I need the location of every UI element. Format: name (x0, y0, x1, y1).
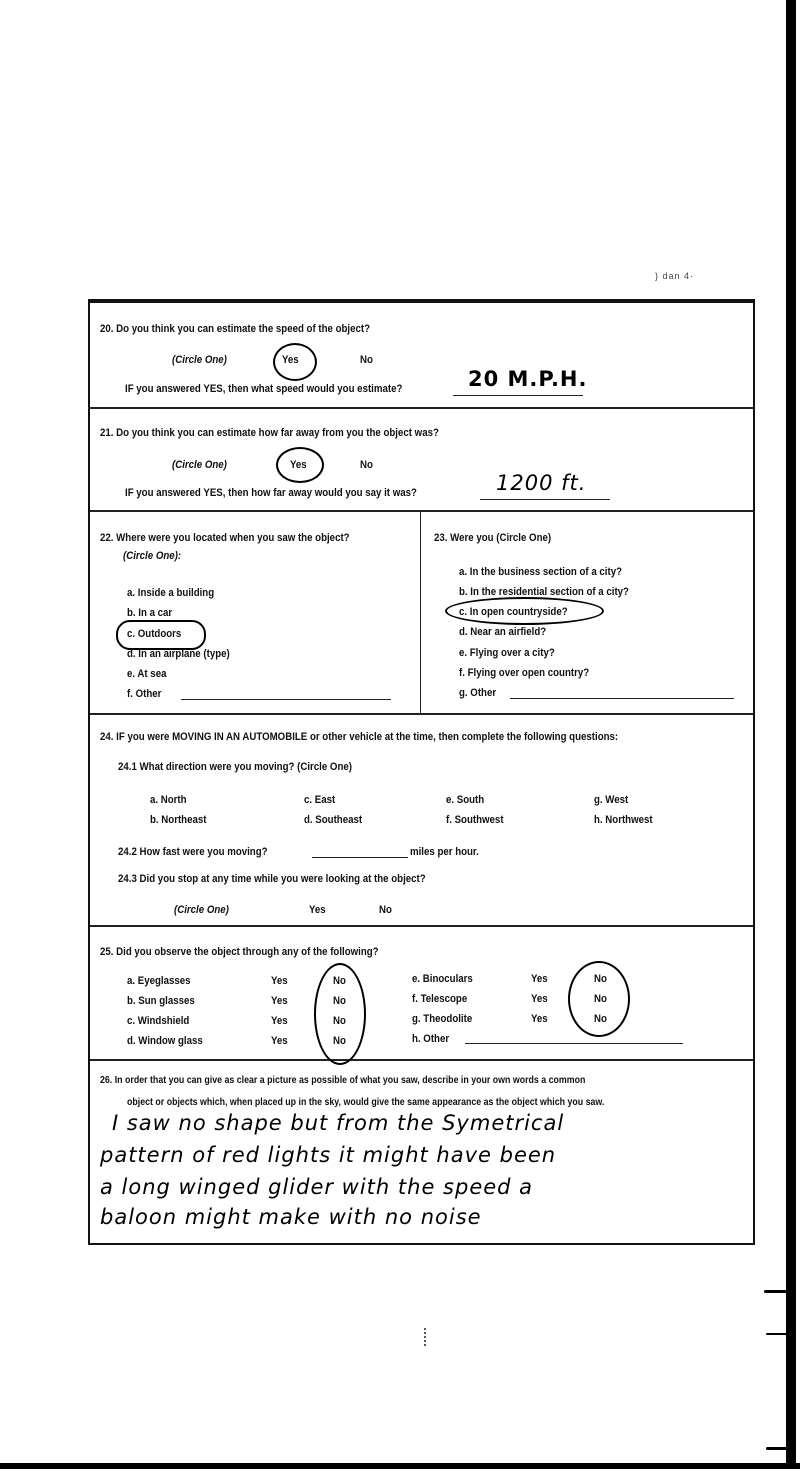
q20-question: 20. Do you think you can estimate the speed of the object? (100, 323, 371, 335)
q25-item-no[interactable]: No (333, 1035, 346, 1047)
q23-option-a[interactable]: a. In the business section of a city? (459, 566, 622, 578)
q25-item-yes[interactable]: Yes (271, 1015, 288, 1027)
q24-question: 24. IF you were MOVING IN AN AUTOMOBILE or other vehicle at the time, then complete the following questions: (100, 731, 619, 743)
q23-question: 23. Were you (Circle One) (434, 532, 552, 544)
q20-yes-option[interactable]: Yes (282, 354, 299, 366)
q25-item-yes[interactable]: Yes (531, 1013, 548, 1025)
q23-option-c[interactable]: c. In open countryside? (459, 606, 568, 618)
q23-option-e[interactable]: e. Flying over a city? (459, 647, 555, 659)
q24-2-speed-field[interactable] (312, 857, 408, 858)
q23-selected-circle-mark (445, 597, 604, 625)
q22-option-c[interactable]: c. Outdoors (127, 628, 182, 640)
q21-followup: IF you answered YES, then how far away would you say it was? (125, 487, 417, 499)
scan-edge-right (786, 0, 796, 1469)
q20-answer-line (453, 395, 583, 396)
q25-other-label: h. Other (412, 1033, 450, 1045)
q20-followup: IF you answered YES, then what speed would you estimate? (125, 383, 403, 395)
q23-option-g[interactable]: g. Other (459, 687, 497, 699)
q25-item-label: b. Sun glasses (127, 995, 195, 1007)
q22-option-e[interactable]: e. At sea (127, 668, 167, 680)
q26-answer-line[interactable]: baloon might make with no noise (100, 1205, 482, 1229)
direction-northwest[interactable]: h. Northwest (594, 814, 653, 826)
q22-option-b[interactable]: b. In a car (127, 607, 173, 619)
q24-3-circle-label: (Circle One) (174, 904, 229, 916)
form-number: } dan 4· (655, 271, 695, 281)
q25-left-no-circle-mark (314, 963, 366, 1065)
scan-tick (766, 1333, 788, 1335)
q20-circle-label: (Circle One) (172, 354, 227, 366)
q21-answer-line (480, 499, 610, 500)
q21-no-option[interactable]: No (360, 459, 373, 471)
q25-other-line[interactable] (465, 1043, 683, 1044)
q25-item-no[interactable]: No (333, 1015, 346, 1027)
q20-no-option[interactable]: No (360, 354, 373, 366)
q23-other-line (510, 698, 734, 699)
q26-question-line2: object or objects which, when placed up in the sky, would give the same appearance as the object which you saw. (127, 1096, 605, 1108)
direction-southwest[interactable]: f. Southwest (446, 814, 504, 826)
column-divider (420, 510, 421, 713)
q25-item-label: f. Telescope (412, 993, 468, 1005)
direction-southeast[interactable]: d. Southeast (304, 814, 363, 826)
q24-1-question: 24.1 What direction were you moving? (Circle One) (118, 761, 352, 773)
q25-item-label: e. Binoculars (412, 973, 473, 985)
q20-yes-circle-mark (273, 343, 317, 381)
q26-answer-line[interactable]: a long winged glider with the speed a (100, 1175, 534, 1199)
q25-item-yes[interactable]: Yes (271, 1035, 288, 1047)
q26-answer-line[interactable]: pattern of red lights it might have been (100, 1143, 557, 1167)
q25-item-no[interactable]: No (333, 995, 346, 1007)
q25-item-no[interactable]: No (333, 975, 346, 987)
q22-option-f[interactable]: f. Other (127, 688, 162, 700)
q24-3-no-option[interactable]: No (379, 904, 392, 916)
questionnaire-form (88, 299, 755, 1245)
q23-option-d[interactable]: d. Near an airfield? (459, 626, 547, 638)
scan-edge-bottom (0, 1463, 800, 1469)
q25-item-label: g. Theodolite (412, 1013, 473, 1025)
section-q25 (90, 925, 753, 1061)
q25-item-yes[interactable]: Yes (531, 993, 548, 1005)
q21-question: 21. Do you think you can estimate how far away from you the object was? (100, 427, 439, 439)
q26-answer-line[interactable]: I saw no shape but from the Symetrical (112, 1111, 565, 1135)
q25-item-no[interactable]: No (594, 973, 607, 985)
section-q22-q23 (90, 510, 753, 715)
direction-south[interactable]: e. South (446, 794, 485, 806)
direction-west[interactable]: g. West (594, 794, 629, 806)
q23-option-b[interactable]: b. In the residential section of a city? (459, 586, 629, 598)
q25-item-no[interactable]: No (594, 1013, 607, 1025)
q23-option-f[interactable]: f. Flying over open country? (459, 667, 590, 679)
q22-selected-circle-mark (116, 620, 206, 650)
q25-item-yes[interactable]: Yes (531, 973, 548, 985)
q25-item-yes[interactable]: Yes (271, 975, 288, 987)
q22-other-line (181, 699, 391, 700)
section-q21 (90, 407, 753, 512)
q25-right-no-circle-mark (568, 961, 630, 1037)
section-q20 (90, 303, 753, 409)
q25-item-yes[interactable]: Yes (271, 995, 288, 1007)
scan-dots (424, 1328, 428, 1346)
q22-option-d[interactable]: d. In an airplane (type) (127, 648, 230, 660)
section-q24 (90, 713, 753, 927)
q24-2-question: 24.2 How fast were you moving? (118, 846, 268, 858)
q25-item-label: d. Window glass (127, 1035, 203, 1047)
q21-yes-option[interactable]: Yes (290, 459, 307, 471)
direction-north[interactable]: a. North (150, 794, 187, 806)
q24-3-question: 24.3 Did you stop at any time while you were looking at the object? (118, 873, 426, 885)
q21-yes-circle-mark (276, 447, 324, 483)
direction-east[interactable]: c. East (304, 794, 336, 806)
q21-answer[interactable]: 1200 ft. (496, 471, 587, 495)
direction-northeast[interactable]: b. Northeast (150, 814, 207, 826)
q25-item-label: c. Windshield (127, 1015, 190, 1027)
scan-tick (764, 1290, 788, 1293)
q21-circle-label: (Circle One) (172, 459, 227, 471)
q20-answer[interactable]: 20 M.P.H. (468, 367, 588, 391)
q24-3-yes-option[interactable]: Yes (309, 904, 326, 916)
q22-option-a[interactable]: a. Inside a building (127, 587, 215, 599)
q25-item-no[interactable]: No (594, 993, 607, 1005)
q25-question: 25. Did you observe the object through any of the following? (100, 946, 379, 958)
q22-question: 22. Where were you located when you saw the object? (100, 532, 350, 544)
q24-2-unit: miles per hour. (410, 846, 479, 858)
q22-circle-label: (Circle One): (123, 550, 182, 562)
q25-item-label: a. Eyeglasses (127, 975, 191, 987)
section-q26 (90, 1059, 753, 1239)
scan-tick (766, 1447, 788, 1450)
q26-question-line1: 26. In order that you can give as clear a picture as possible of what you saw, describe in your own words a common (100, 1074, 586, 1086)
